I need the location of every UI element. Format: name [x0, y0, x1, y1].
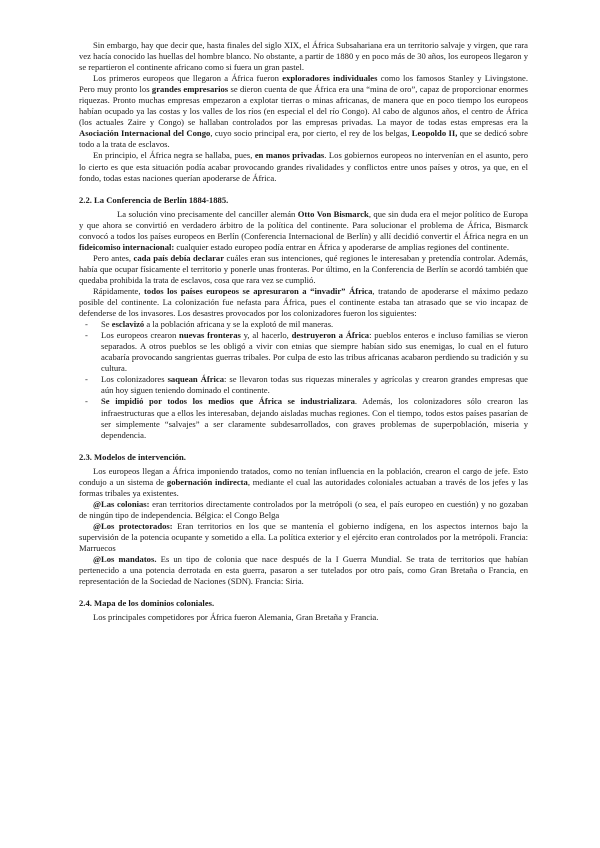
- list-item: - Se esclavizó a la población africana y se la explotó de mil maneras.: [79, 319, 528, 330]
- section-2-2-paragraph-3: Rápidamente, todos los países europeos se apresuraron a “invadir” África, tratando de apoderarse el máximo pedazo posible del continente. La colonización fue nefasta para África, pues el continente estaba tan atrasado que se vio incapaz de defenderse de los invasores. Los desastres provocados por los colonizadores fueron los siguientes:: [79, 285, 528, 319]
- bold-term: Otto Von Bismarck: [297, 208, 369, 219]
- section-heading-2-2: 2.2. La Conferencia de Berlín 1884-1885.: [79, 194, 229, 205]
- bold-term: en manos privadas: [254, 150, 325, 161]
- section-2-4-paragraph-1: Los principales competidores por África fueron Alemania, Gran Bretaña y Francia.: [93, 612, 379, 623]
- bold-term: @Los mandatos.: [93, 554, 157, 565]
- list-item: - Se impidió por todos los medios que África se industrializara. Además, los colonizadores sólo crearon las infraestructuras que a ellos les interesaban, dejando aisladas muchas regiones. Con el tiempo, todos estos países pasarían de ser simplemente “salvajes” a ser claramente subdesarrollados, con graves problemas de superpoblación, miseria y dependencia.: [79, 396, 528, 440]
- list-item: - Los colonizadores saquean África: se llevaron todas sus riquezas minerales y agrícolas y crearon grandes empresas que aún hoy siguen teniendo dominado el continente.: [79, 374, 528, 396]
- bold-term: fideicomiso internacional:: [79, 241, 175, 252]
- consequences-list: [79, 319, 528, 441]
- bold-term: todos los países europeos se apresuraron a “invadir” África: [144, 285, 373, 296]
- section-2-2-paragraph-2: Pero antes, cada país debía declarar cuáles eran sus intenciones, qué regiones le interesaban y pretendía controlar. Además, había que ocupar físicamente el territorio y ponerle unas fronteras. Por último, en la Conferencia de Berlín se acordó también que quedaba prohibida la trata de esclavos, cosa que rara vez se cumplió.: [79, 252, 528, 285]
- bold-term: grandes empresarios: [151, 84, 229, 95]
- bold-term: Asociación Internacional del Congo: [79, 128, 211, 139]
- intro-paragraph-3: En principio, el África negra se hallaba, pues, en manos privadas. Los gobiernos europeos no intervenían en el asunto, pero lo cierto es que esta situación podía acabar provocando grandes rivalidades y conflictos entre unos países y otros, ya que, en el fondo, todas estas naciones querían apoderarse de África.: [79, 150, 528, 183]
- section-2-3-protectorados: @Los protectorados: Eran territorios en los que se mantenía el gobierno indígena, en los aspectos internos bajo la supervisión de la potencia ocupante y sometido a ella. La política exterior y el ejército eran controlados por la metrópoli. Francia: Marruecos: [79, 520, 528, 554]
- bold-term: gobernación indirecta: [166, 476, 248, 487]
- list-item: - Los europeos crearon nuevas fronteras y, al hacerlo, destruyeron a África: pueblos enteros e incluso familias se vieron separados. A otros pueblos se les obligó a vivir con etnias que siempre habían sido sus enemigas, lo cual en el futuro acabaría provocando sangrientas guerras tribales. Por culpa de esto las tribus africanas acabaron perdiendo su tradición y su cultura.: [79, 330, 528, 374]
- bold-term: cada país debía declarar: [133, 252, 225, 263]
- section-2-3-colonias: @Las colonias: eran territorios directamente controlados por la metrópoli (o sea, el país europeo en cuestión) y no gozaban de ningún tipo de independencia. Bélgica: el Congo Belga: [79, 498, 528, 520]
- bold-term: Leopoldo II,: [411, 128, 458, 139]
- section-2-3-mandatos: @Los mandatos. Es un tipo de colonia que nace después de la I Guerra Mundial. Se trata de territorios que habían pertenecido a una potencia derrotada en esta guerra, pasaron a ser tutelados por otro país, como Gran Bretaña o Francia, en representación de la Sociedad de Naciones (SDN). Francia: Siria.: [79, 554, 528, 587]
- intro-paragraph-1: Sin embargo, hay que decir que, hasta finales del siglo XIX, el África Subsahariana era un territorio salvaje y virgen, que rara vez hacía conocido las huellas del hombre blanco. No obstante, a partir de 1880 y en poco más de 30 años, los europeos llegaron y se repartieron el continente africano como si fuera un gran pastel.: [79, 40, 528, 73]
- section-2-2-paragraph-1: La solución vino precisamente del canciller alemán Otto Von Bismarck, que sin duda era el mejor político de Europa y que ahora se convirtió en verdadero árbitro de la política del continente. Para solucionar el problema de África, Bismarck convocó a todos los países europeos en Berlín (Conferencia Internacional de Berlín) y allí decidió convertir el África negra en un fideicomiso internacional: cualquier estado europeo podía entrar en África y apoderarse de amplias regiones del continente.: [79, 208, 528, 252]
- bold-term: exploradores individuales: [282, 73, 378, 84]
- section-heading-2-3: 2.3. Modelos de intervención.: [79, 451, 186, 462]
- bold-term: @Los protectorados:: [93, 520, 173, 531]
- bold-term: @Las colonias:: [93, 498, 150, 509]
- section-heading-2-4: 2.4. Mapa de los dominios coloniales.: [79, 598, 215, 609]
- intro-paragraph-2: Los primeros europeos que llegaron a África fueron exploradores individuales como los famosos Stanley y Livingstone. Pero muy pronto los grandes empresarios se dieron cuenta de que África era una “mina de oro”, capaz de proporcionar enormes riquezas. Pronto muchas empresas empezaron a explotar tierras o minas africanas, de manera que en poco tiempo los europeos habían ocupado ya las costas y los valles de los ríos (en especial el del río Congo). Al cabo de algunos años, el centro de África (los actuales Zaire y Congo) se hallaban controlados por las empresas privadas. La mayor de todas estas empresas era la Asociación Internacional del Congo, cuyo socio principal era, por cierto, el rey de los belgas, Leopoldo II, que se dedicó sobre todo a la trata de esclavos.: [79, 73, 529, 150]
- section-2-3-paragraph-1: Los europeos llegan a África imponiendo tratados, como no tenían influencia en la población, crearon el cargo de jefe. Esto condujo a un sistema de gobernación indirecta, mediante el cual las autoridades coloniales actuaban a través de los jefes y las formas tribales ya existentes.: [79, 465, 528, 498]
